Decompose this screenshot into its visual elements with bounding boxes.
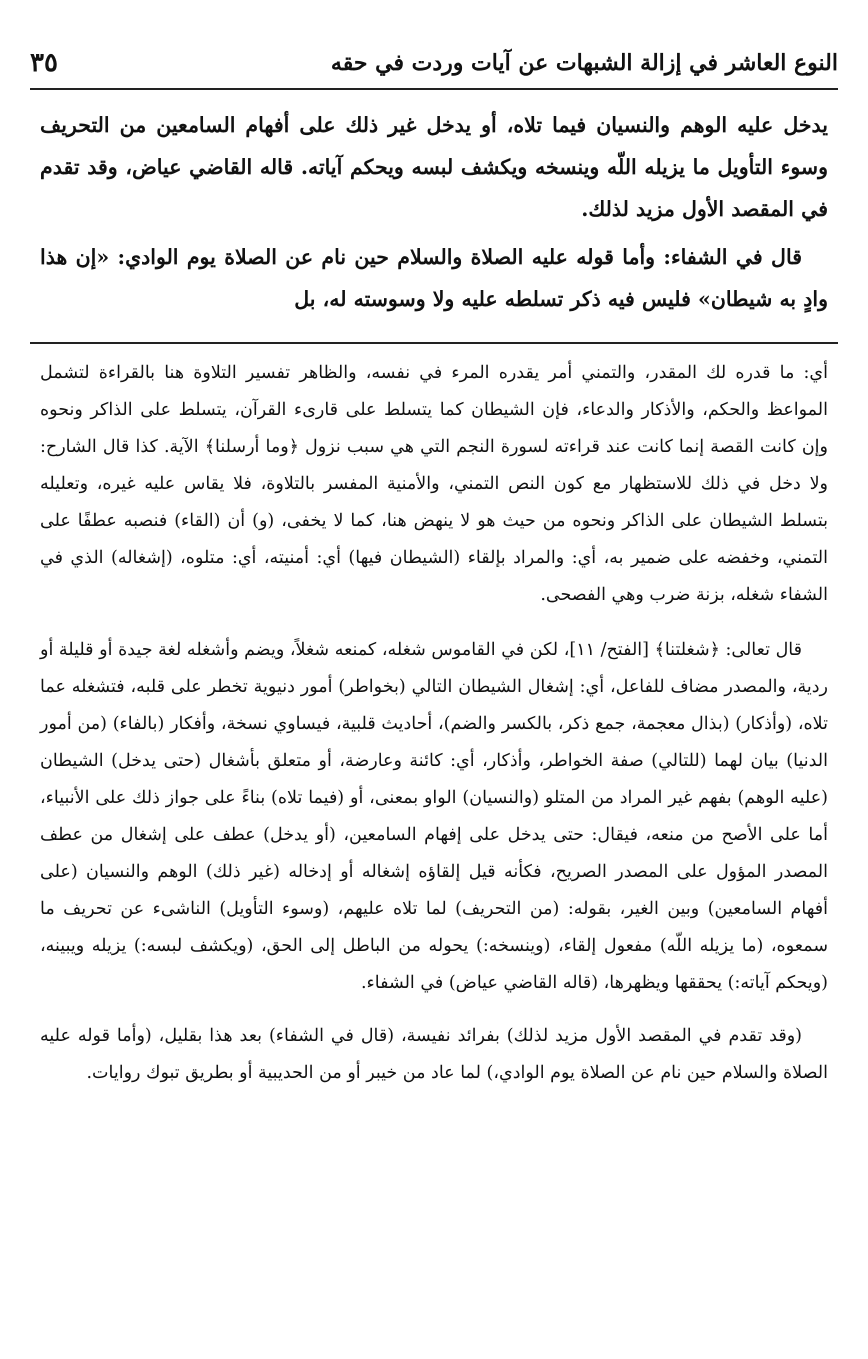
running-title: النوع العاشر في إزالة الشبهات عن آيات وردت في حقه — [330, 50, 838, 76]
footnote-divider — [30, 342, 838, 344]
main-text — [40, 104, 828, 320]
commentary-paragraph: قال تعالى: ﴿شغلتنا﴾ [الفتح/ ١١]، لكن في القاموس شغله، كمنعه شغلاً، ويضم وأشغله لغة جيدة أو قليلة أو ردية، والمصدر مضاف للفاعل، أي: إشغال الشيطان التالي (بخواطر) أمور دنيوية تخطر على قلبه، فتشغله عما تلاه، (وأذكار) (بذال معجمة، جمع ذكر، بالكسر والضم)، أحاديث قلبية، فيساوي نسخة، وأفكار (بالفاء) (من أمور الدنيا) بيان لهما (للتالي) صفة الخواطر، وأذكار، أي: كائنة وعارضة، أو متعلق بأشغال (حتى يدخل) الشيطان (عليه الوهم) بفهم غير المراد من المتلو (والنسيان) الواو بمعنى، أو (فيما تلاه) بناءً على جواز ذلك على الأنبياء، أما على الأصح من منعه، فيقال: حتى يدخل على إفهام السامعين، (أو يدخل) عطف على إشغال من عطف المصدر المؤول على المصدر الصريح، فكأنه قيل إلقاؤه إشغاله أو إدخاله (غير ذلك) الوهم والنسيان (على أفهام السامعين) وبين الغير، بقوله: (من التحريف) لما تلاه عليهم، (وسوء التأويل) الناشىء عن تحريف ما سمعوه، (ما يزيله اللّه) مفعول إلقاء، (وينسخه:) يحوله من الباطل إلى الحق، (ويكشف لبسه:) يزيله ويبينه، (ويحكم آياته:) يحققها ويظهرها، (قاله القاضي عياض) في الشفاء. — [40, 640, 828, 993]
commentary — [40, 355, 828, 1092]
page-number: ٣٥ — [30, 48, 58, 78]
main-paragraph: قال في الشفاء: وأما قوله عليه الصلاة والسلام حين نام عن الصلاة يوم الوادي: «إن هذا وادٍ به شيطان» فليس فيه ذكر تسلطه عليه ولا وسوسته له، بل — [40, 245, 828, 311]
commentary-paragraph: (وقد تقدم في المقصد الأول مزيد لذلك) بفرائد نفيسة، (قال في الشفاء) بعد هذا بقليل، (وأما قوله عليه الصلاة والسلام حين نام عن الصلاة يوم الوادي،) لما عاد من خيبر أو من الحديبية أو بطريق تبوك روايات. — [40, 1026, 828, 1083]
main-paragraph: يدخل عليه الوهم والنسيان فيما تلاه، أو يدخل غير ذلك على أفهام السامعين من التحريف وسوء التأويل ما يزيله اللّه وينسخه ويكشف لبسه ويحكم آياته. قاله القاضي عياض، وقد تقدم في المقصد الأول مزيد لذلك. — [40, 113, 828, 221]
page-header — [30, 38, 838, 90]
commentary-paragraph: أي: ما قدره لك المقدر، والتمني أمر يقدره المرء في نفسه، والظاهر تفسير التلاوة هنا بالقراءة لتشمل المواعظ والحكم، والأذكار والدعاء، فإن الشيطان كما يتسلط على قارىء القرآن، يتسلط على الذاكر ونحوه وإن كانت القصة إنما كانت عند قراءته لسورة النجم التي هي سبب نزول ﴿وما أرسلنا﴾ الآية. كذا قال الشارح: ولا دخل في ذلك للاستظهار مع كون النص التمني، والأمنية المفسر بالتلاوة، فلا يقاس عليه غيره، وتعليله بتسلط الشيطان على الذاكر ونحوه من حيث هو لا ينهض هنا، كما لا يخفى، (و) أن (القاء) فنصبه عطفًا على التمني، وخفضه على ضمير به، أي: والمراد بإلقاء (الشيطان فيها) أي: أمنيته، أي: متلوه، (إشغاله) الذي في الشفاء شغله، بزنة ضرب وهي الفصحى. — [40, 363, 828, 605]
